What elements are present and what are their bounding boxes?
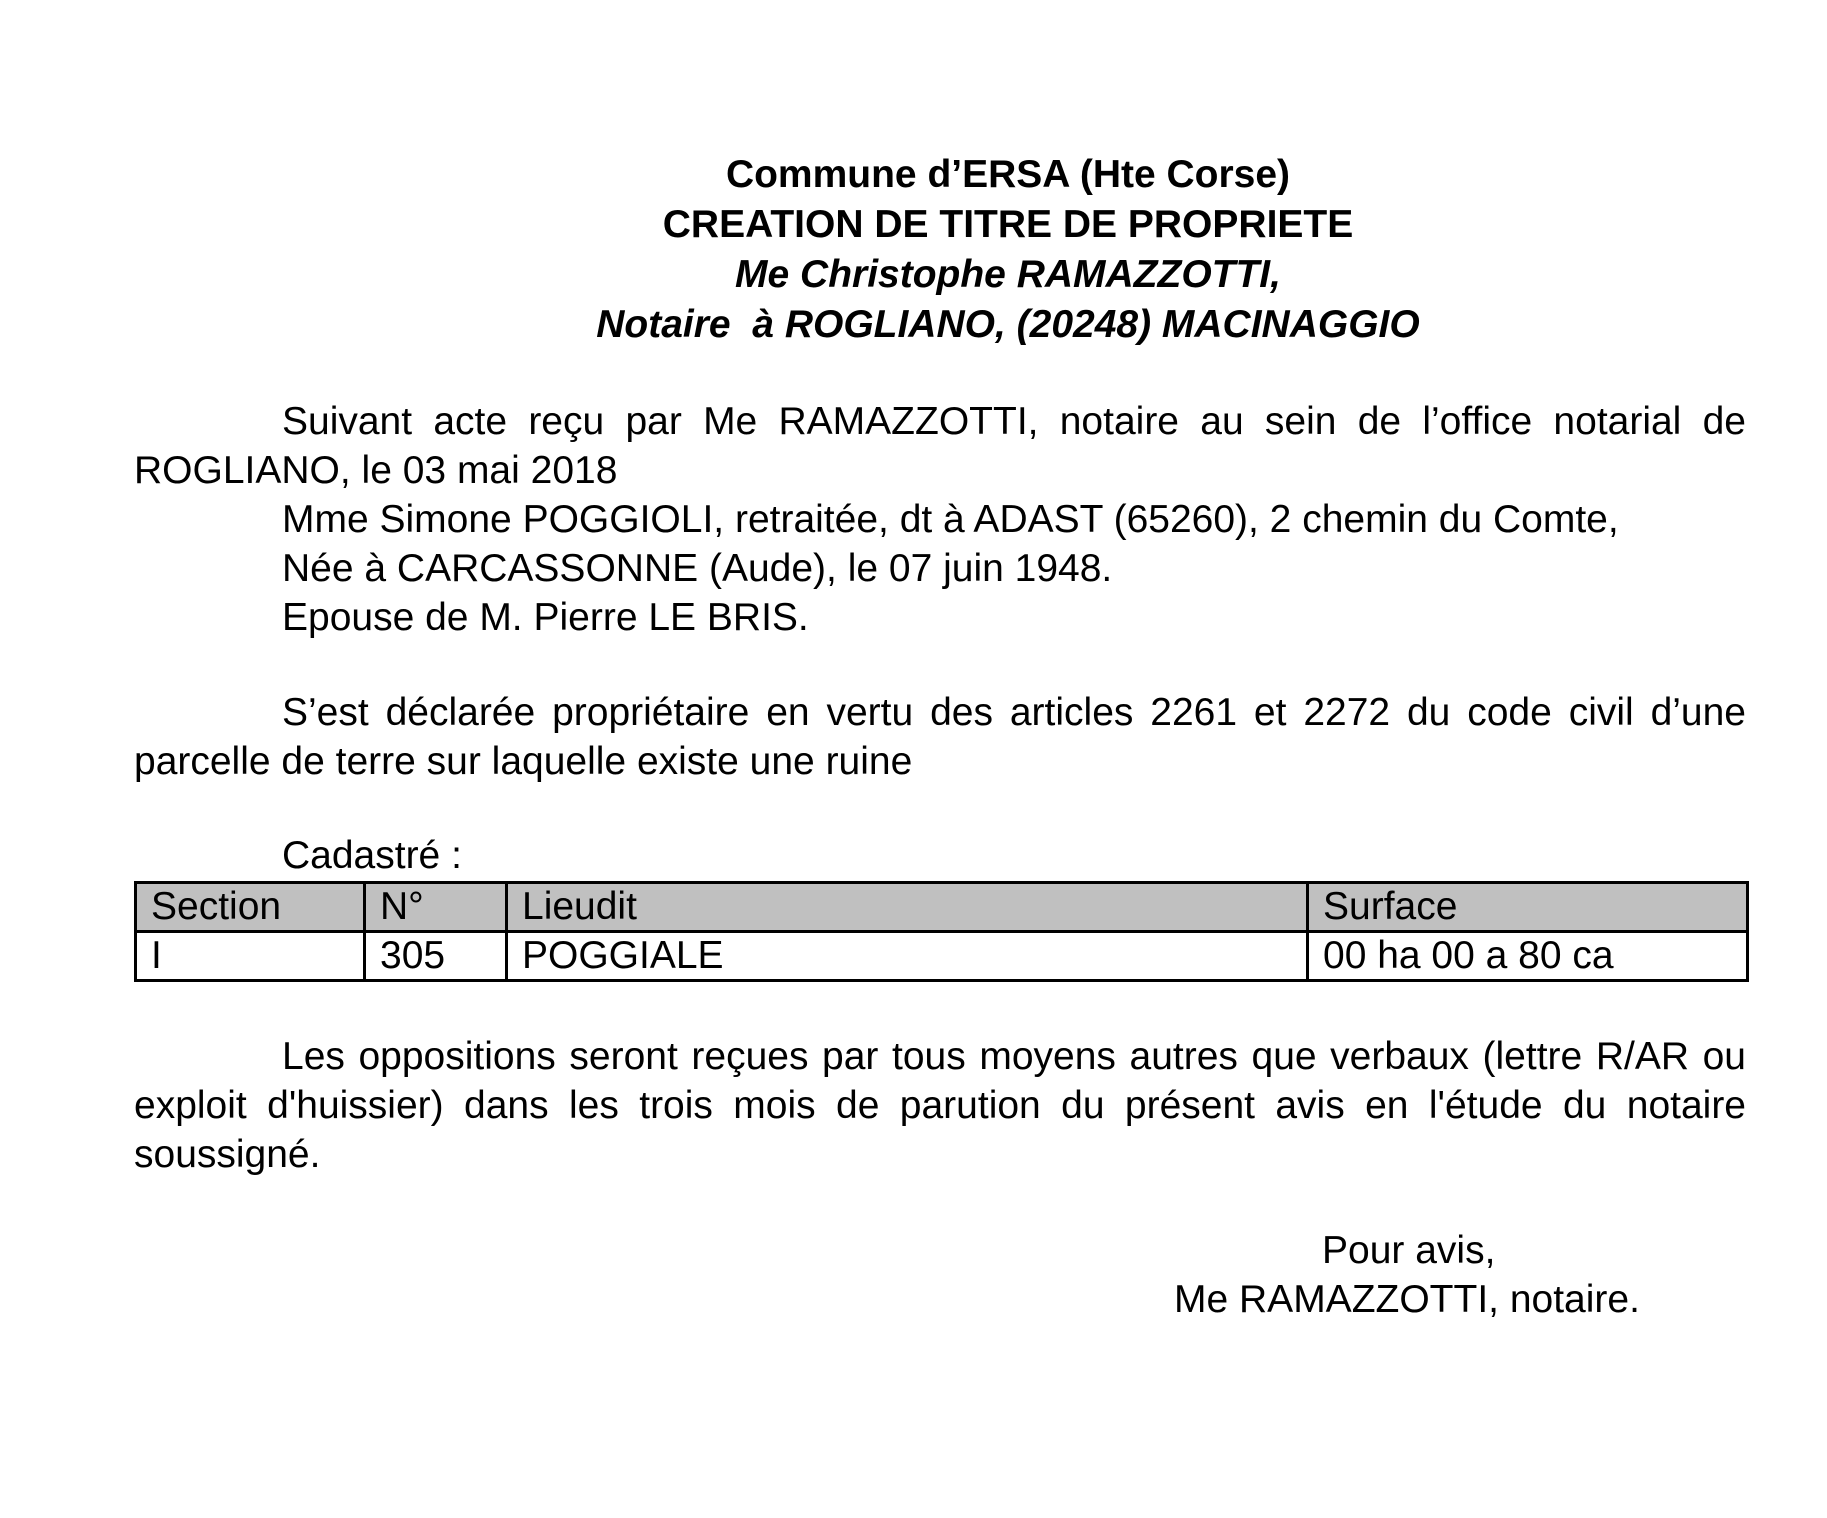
- intro-paragraph: Suivant acte reçu par Me RAMAZZOTTI, notaire au sein de l’office notarial de ROGLIANO, le 03 mai 2018: [134, 400, 1746, 492]
- cell-surface: 00 ha 00 a 80 ca: [1308, 932, 1748, 981]
- signature-pour-avis: Pour avis,: [1322, 1229, 1496, 1272]
- cadastre-label: Cadastré :: [282, 834, 462, 877]
- table-row: [136, 932, 1748, 981]
- cell-section: I: [136, 932, 365, 981]
- header-section: Section: [136, 883, 365, 932]
- owner-identity: Mme Simone POGGIOLI, retraitée, dt à ADAST (65260), 2 chemin du Comte,: [282, 498, 1619, 541]
- header-lieudit: Lieudit: [507, 883, 1308, 932]
- signature-notary: Me RAMAZZOTTI, notaire.: [1174, 1278, 1640, 1321]
- oppositions-section: [134, 1032, 1746, 1179]
- declaration-paragraph: S’est déclarée propriétaire en vertu des articles 2261 et 2272 du code civil d’une parcelle de terre sur laquelle existe une ruine: [134, 691, 1746, 783]
- notary-office: Notaire à ROGLIANO, (20248) MACINAGGIO: [596, 303, 1420, 346]
- header-surface: Surface: [1308, 883, 1748, 932]
- table-header-row: [136, 883, 1748, 932]
- notary-name: Me Christophe RAMAZZOTTI,: [735, 253, 1281, 296]
- cadastre-section: [134, 831, 1746, 880]
- notice-title: CREATION DE TITRE DE PROPRIETE: [662, 203, 1354, 246]
- cell-lieudit: POGGIALE: [507, 932, 1308, 981]
- declaration-section: [134, 688, 1746, 786]
- cell-number: 305: [365, 932, 507, 981]
- owner-birth: Née à CARCASSONNE (Aude), le 07 juin 1948.: [282, 547, 1113, 590]
- commune-title: Commune d’ERSA (Hte Corse): [725, 153, 1291, 196]
- intro-section: [134, 397, 1746, 642]
- oppositions-paragraph: Les oppositions seront reçues par tous moyens autres que verbaux (lettre R/AR ou exploit d'huissier) dans les trois mois de parution du présent avis en l'étude du notaire soussigné.: [134, 1035, 1746, 1176]
- owner-spouse: Epouse de M. Pierre LE BRIS.: [282, 596, 809, 639]
- header-number: N°: [365, 883, 507, 932]
- cadastre-table: [134, 881, 1749, 982]
